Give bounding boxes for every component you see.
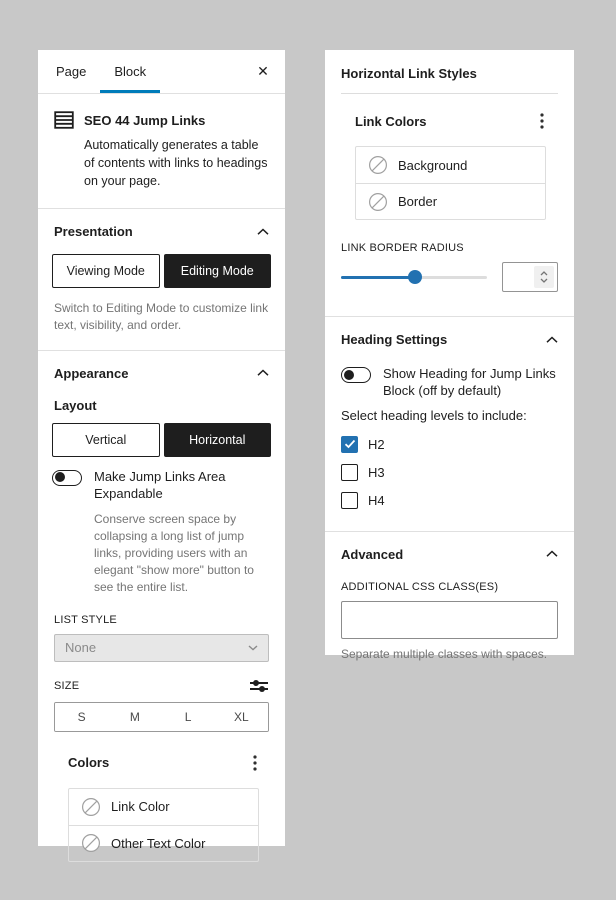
size-option-s[interactable]: S: [55, 703, 108, 731]
block-card: [38, 94, 285, 208]
advanced-header[interactable]: [325, 532, 574, 575]
chevron-up-icon: [546, 550, 558, 558]
no-color-icon: [81, 833, 101, 853]
colors-options-menu-button[interactable]: [251, 752, 259, 774]
presentation-header[interactable]: [38, 209, 285, 252]
list-style-label: LIST STYLE: [54, 613, 117, 626]
size-option-xl[interactable]: XL: [215, 703, 268, 731]
sidebar-tabs: [38, 50, 285, 94]
stepper-up-icon[interactable]: [540, 271, 548, 276]
heading-settings-title: Heading Settings: [341, 332, 448, 347]
layout-horizontal-button[interactable]: Horizontal: [164, 423, 272, 457]
border-radius-slider-thumb[interactable]: [408, 270, 422, 284]
sliders-icon: [249, 678, 269, 694]
border-color-row[interactable]: [356, 183, 545, 219]
colors-list: [68, 788, 259, 862]
link-border-radius-control: [341, 262, 558, 292]
link-colors-title: Link Colors: [355, 113, 427, 129]
chevron-up-icon: [257, 228, 269, 236]
no-color-icon: [368, 192, 388, 212]
heading-level-h2-row[interactable]: [341, 436, 558, 453]
presentation-section: [38, 208, 285, 334]
css-help-text: Separate multiple classes with spaces.: [341, 646, 548, 661]
size-row: [54, 678, 269, 694]
advanced-section: [325, 531, 574, 661]
divider: [341, 93, 558, 94]
other-text-color-label: Other Text Color: [111, 835, 206, 851]
show-heading-toggle[interactable]: [341, 367, 371, 383]
advanced-title: Advanced: [341, 546, 404, 562]
additional-css-label: ADDITIONAL CSS CLASS(ES): [341, 580, 499, 593]
heading-level-h3-row[interactable]: [341, 464, 558, 481]
toggle-knob: [55, 472, 65, 482]
block-description: Automatically generates a table of contents with links to headings on your page.: [84, 138, 268, 188]
background-color-label: Background: [398, 157, 468, 173]
border-radius-slider[interactable]: [341, 270, 487, 284]
h2-checkbox[interactable]: [341, 436, 358, 453]
heading-levels-label: Select heading levels to include:: [341, 407, 527, 423]
tab-block[interactable]: Block: [100, 50, 160, 93]
layout-label: Layout: [54, 397, 97, 413]
other-text-color-row[interactable]: [69, 825, 258, 861]
chevron-down-icon: [248, 645, 258, 651]
appearance-header[interactable]: [38, 351, 285, 394]
jump-links-block-icon: [54, 110, 74, 130]
size-option-m[interactable]: M: [108, 703, 161, 731]
horizontal-link-styles-panel: [325, 50, 574, 661]
show-heading-toggle-label: Show Heading for Jump Links Block (off by default): [383, 366, 556, 398]
size-settings-button[interactable]: [249, 678, 269, 694]
presentation-title: Presentation: [54, 224, 133, 240]
appearance-section: [38, 350, 285, 862]
size-label: SIZE: [54, 679, 80, 692]
close-sidebar-button[interactable]: [241, 50, 285, 93]
h3-checkbox-label: H3: [368, 464, 385, 480]
close-icon: ✕: [257, 63, 269, 79]
expandable-help-text: Conserve screen space by collapsing a long list of jump links, providing users with an elegant "show more" button to see the entire list.: [94, 511, 254, 594]
tab-page[interactable]: Page: [56, 64, 87, 79]
chevron-up-icon: [257, 369, 269, 377]
no-color-icon: [368, 155, 388, 175]
right-panel-title: Horizontal Link Styles: [341, 66, 477, 81]
link-border-radius-label: LINK BORDER RADIUS: [341, 242, 464, 254]
h4-checkbox[interactable]: [341, 492, 358, 509]
colors-subpanel-header: [68, 752, 259, 774]
viewing-mode-button[interactable]: Viewing Mode: [52, 254, 160, 288]
link-color-row[interactable]: [69, 789, 258, 825]
presentation-mode-group: [52, 254, 271, 288]
border-radius-slider-fill: [341, 276, 415, 279]
h3-checkbox[interactable]: [341, 464, 358, 481]
link-color-label: Link Color: [111, 799, 170, 815]
layout-group: [52, 423, 271, 457]
appearance-title: Appearance: [54, 365, 129, 381]
h2-checkbox-label: H2: [368, 436, 385, 452]
link-colors-list: [355, 146, 546, 220]
toggle-knob: [344, 370, 354, 380]
colors-subpanel: [68, 752, 259, 862]
number-stepper[interactable]: [534, 266, 554, 288]
editing-mode-button[interactable]: Editing Mode: [164, 254, 272, 288]
expandable-toggle[interactable]: [52, 470, 82, 486]
presentation-help-text: Switch to Editing Mode to customize link text, visibility, and order.: [54, 301, 269, 333]
size-option-l[interactable]: L: [162, 703, 215, 731]
link-colors-subpanel: [355, 110, 546, 220]
additional-css-input[interactable]: [341, 601, 558, 639]
border-radius-number-field: [502, 262, 558, 292]
heading-level-h4-row[interactable]: [341, 492, 558, 509]
colors-title: Colors: [68, 755, 110, 771]
list-style-select[interactable]: [54, 634, 269, 662]
block-title: SEO 44 Jump Links: [84, 112, 206, 128]
border-color-label: Border: [398, 194, 438, 209]
chevron-up-icon: [546, 336, 558, 344]
expandable-toggle-row: [52, 469, 269, 503]
list-style-value: None: [65, 640, 97, 656]
size-segmented-control: [54, 702, 269, 732]
heading-settings-header[interactable]: [325, 317, 574, 360]
block-settings-sidebar: [38, 50, 285, 851]
expandable-toggle-label: Make Jump Links Area Expandable: [94, 468, 226, 501]
show-heading-toggle-row: [341, 366, 558, 400]
layout-vertical-button[interactable]: Vertical: [52, 423, 160, 457]
stepper-down-icon[interactable]: [540, 278, 548, 283]
no-color-icon: [81, 797, 101, 817]
link-colors-options-menu-button[interactable]: [538, 110, 546, 132]
background-color-row[interactable]: [356, 147, 545, 183]
h4-checkbox-label: H4: [368, 492, 385, 508]
link-colors-header: [355, 110, 546, 132]
heading-settings-section: [325, 316, 574, 509]
